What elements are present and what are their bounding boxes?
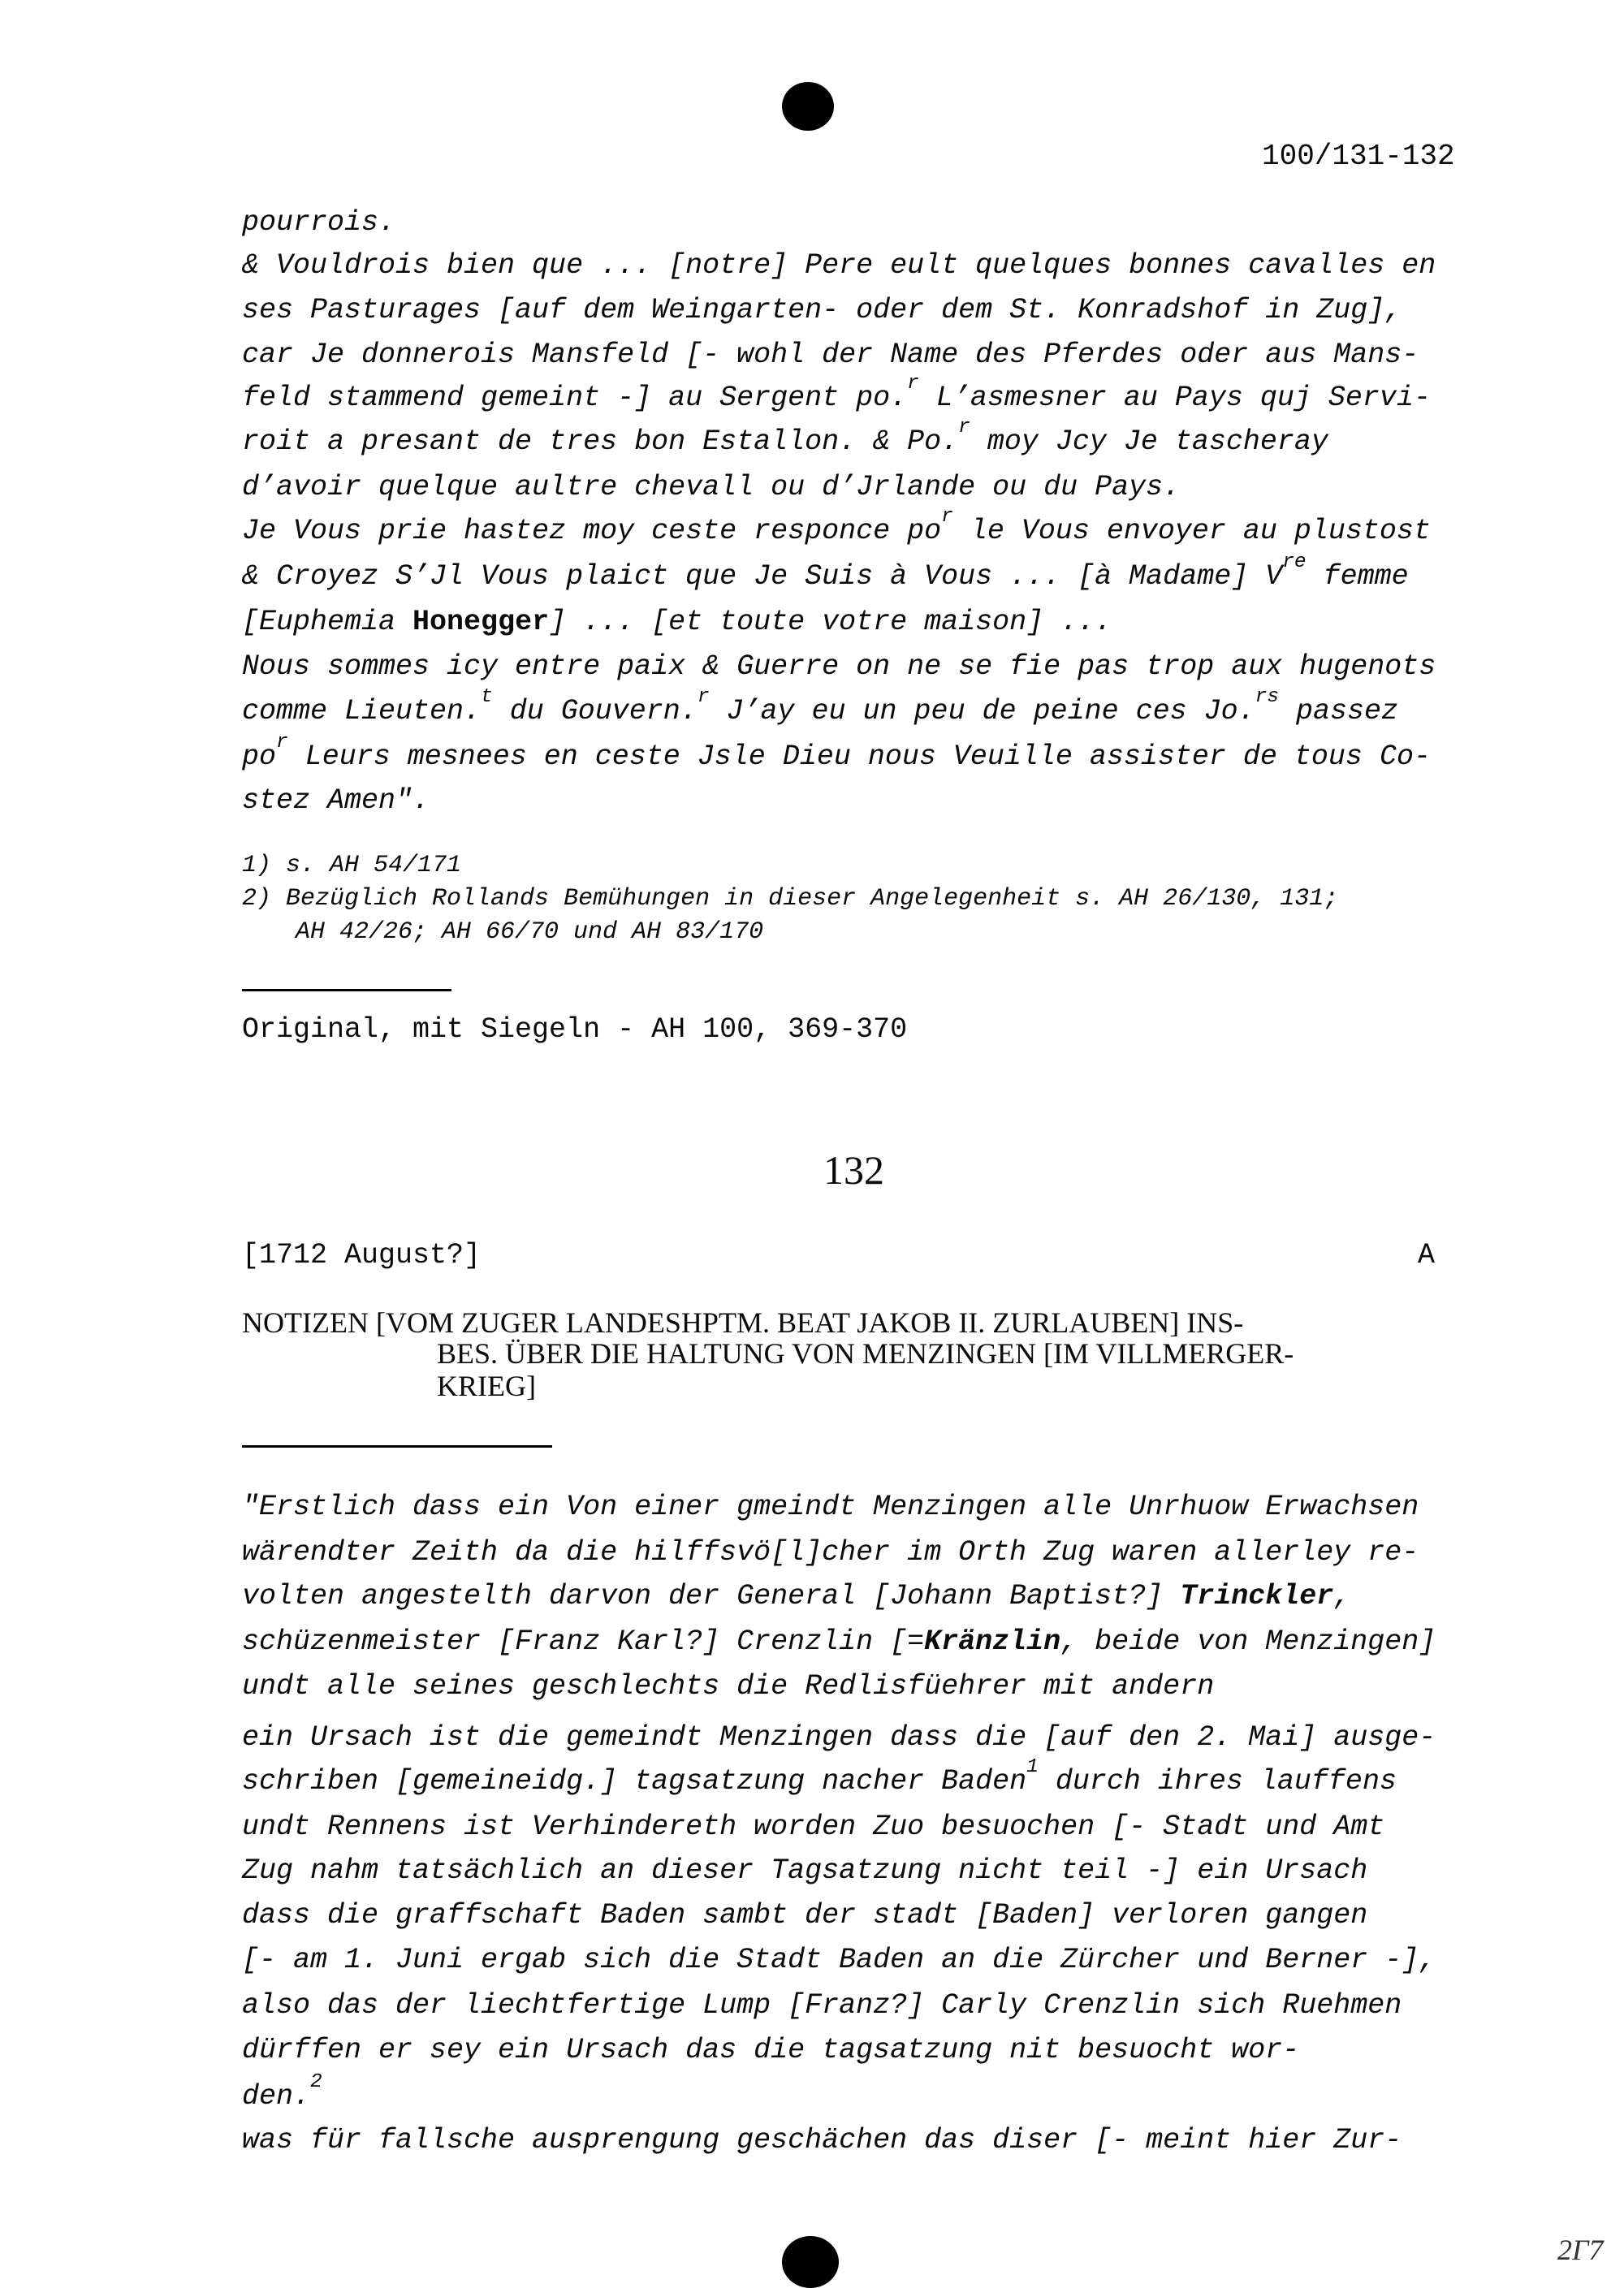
text-line: was für fallsche ausprengung geschächen das diser [- meint hier Zur-: [242, 2124, 1402, 2156]
footnote-2-continuation: AH 42/26; AH 66/70 und AH 83/170: [296, 918, 764, 946]
title-line: BES. ÜBER DIE HALTUNG VON MENZINGEN [IM VILLMERGER-: [437, 1337, 1294, 1370]
text-line: undt alle seines geschlechts die Redlisfüehrer mit andern: [242, 1670, 1215, 1703]
text-line: & Vouldrois bien que ... [notre] Pere eult quelques bonnes cavalles en: [242, 249, 1436, 282]
text-line: & Croyez S’Jl Vous plaict que Je Suis à Vous ... [à Madame] Vre femme: [242, 551, 1409, 593]
text-line: Nous sommes icy entre paix & Guerre on ne se fie pas trop aux hugenots: [242, 650, 1436, 683]
text-line: pourrois.: [242, 206, 396, 239]
text-line: dürffen er sey ein Ursach das die tagsatzung nit besuocht wor-: [242, 2034, 1300, 2066]
text-line: roit a presant de tres bon Estallon. & Po.$^r$ moy Jcy Je tascheray: [242, 417, 1328, 458]
text-line: ses Pasturages [auf dem Weingarten- oder dem St. Konradshof in Zug],: [242, 294, 1402, 326]
source-note: Original, mit Siegeln - AH 100, 369-370: [242, 1013, 908, 1046]
text-line: schüzenmeister [Franz Karl?] Crenzlin [=Kränzlin, beide von Menzingen]: [242, 1625, 1436, 1658]
text-line: Je Vous prie hastez moy ceste responce $po^r$ le Vous envoyer au plustost: [242, 506, 1431, 547]
text-line: schriben [gemeineidg.] tagsatzung nacher Baden$^1$ durch ihres lauffens: [242, 1756, 1397, 1798]
text-line: undt Rennens ist Verhindereth worden Zuo besuochen [- Stadt und Amt: [242, 1811, 1385, 1843]
text-line: stez Amen".: [242, 784, 430, 817]
reference-number: 100/131-132: [1262, 140, 1455, 173]
text-line: comme Lieuten.$^t$ du Gouvern.$^r$ J’ay eu un peu de peine ces Jo.$^{rs}$ passez: [242, 686, 1399, 727]
text-line: den.$^2$: [242, 2071, 322, 2113]
text-line: $po^r$ Leurs mesnees en ceste Jsle Dieu nous Veuille assister de tous Co-: [242, 732, 1431, 773]
page-mark: 2Γ7: [1557, 2234, 1604, 2266]
footnote-2: 2) Bezüglich Rollands Bemühungen in dieser Angelegenheit s. AH 26/130, 131;: [242, 885, 1339, 913]
text-line: [Euphemia Honegger] ... [et toute votre maison] ...: [242, 606, 1112, 638]
text-line: wärendter Zeith da die hilffsvö[l]cher im Orth Zug waren allerley re-: [242, 1536, 1419, 1569]
punch-hole-top: [782, 82, 834, 131]
text-line: [- am 1. Juni ergab sich die Stadt Baden an die Zürcher und Berner -],: [242, 1944, 1436, 1976]
title-line: NOTIZEN [VOM ZUGER LANDESHPTM. BEAT JAKOB II. ZURLAUBEN] INS-: [242, 1306, 1244, 1339]
text-line: also das der liechtfertige Lump [Franz?] Carly Crenzlin sich Ruehmen: [242, 1989, 1402, 2022]
text-line: Zug nahm tatsächlich an dieser Tagsatzung nicht teil -] ein Ursach: [242, 1854, 1368, 1887]
text-line: ein Ursach ist die gemeindt Menzingen dass die [auf den 2. Mai] ausge-: [242, 1721, 1436, 1754]
document-date: [1712 August?]: [242, 1239, 482, 1271]
text-line: dass die graffschaft Baden sambt der stadt [Baden] verloren gangen: [242, 1899, 1368, 1932]
text-line: car Je donnerois Mansfeld [- wohl der Name des Pferdes oder aus Mans-: [242, 339, 1419, 371]
separator-rule: [242, 989, 451, 991]
text-line: "Erstlich dass ein Von einer gmeindt Menzingen alle Unrhuow Erwachsen: [242, 1491, 1419, 1523]
punch-hole-bottom: [782, 2236, 839, 2288]
footnote-1: 1) s. AH 54/171: [242, 852, 462, 879]
separator-rule: [242, 1445, 552, 1448]
document-number: 132: [823, 1147, 884, 1193]
title-line: KRIEG]: [437, 1370, 536, 1402]
text-line: feld stammend gemeint -] au Sergent po.$^r$ L’asmesner au Pays quj Servi-: [242, 373, 1431, 414]
text-line: d’avoir quelque aultre chevall ou d’Jrlande ou du Pays.: [242, 471, 1181, 503]
document-type: A: [1418, 1239, 1436, 1271]
text-line: volten angestelth darvon der General [Johann Baptist?] Trinckler,: [242, 1580, 1351, 1612]
